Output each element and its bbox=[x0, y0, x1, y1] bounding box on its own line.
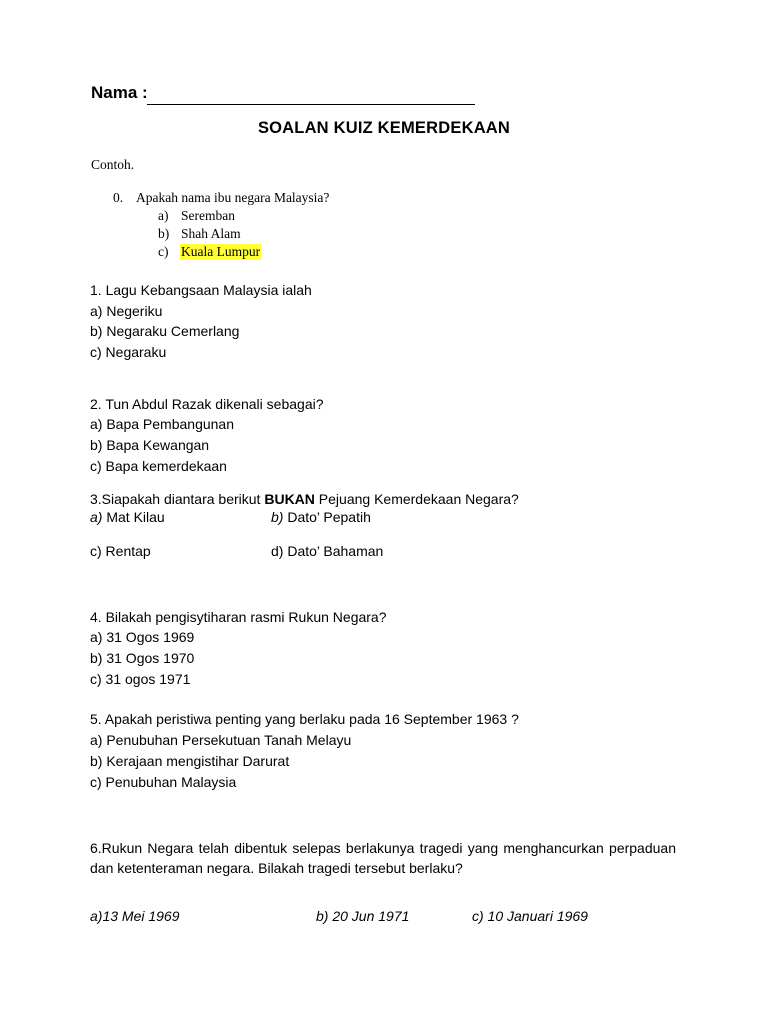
question-3-text: 3.Siapakah diantara berikut bbox=[90, 491, 265, 507]
option: b) Negaraku Cemerlang bbox=[90, 323, 240, 339]
question-5: 5. Apakah peristiwa penting yang berlaku pada 16 September 1963 ? bbox=[90, 711, 519, 727]
option: b) 20 Jun 1971 bbox=[316, 908, 410, 924]
example-option-text: Seremban bbox=[181, 208, 235, 223]
example-question: Apakah nama ibu negara Malaysia? bbox=[136, 190, 330, 205]
option-c: c) Rentap bbox=[90, 543, 151, 559]
option-d: d) Dato’ Bahaman bbox=[271, 543, 384, 559]
page-title: SOALAN KUIZ KEMERDEKAAN bbox=[257, 119, 511, 137]
option: a)13 Mei 1969 bbox=[90, 908, 180, 924]
name-label: Nama : bbox=[91, 83, 148, 102]
option: b) Bapa Kewangan bbox=[90, 437, 210, 453]
option: c) 31 ogos 1971 bbox=[90, 671, 191, 687]
option-letter: a) bbox=[90, 509, 103, 525]
option-text: Dato’ Pepatih bbox=[283, 509, 371, 525]
question-3-text: Pejuang Kemerdekaan Negara? bbox=[314, 491, 519, 507]
question-2: 2. Tun Abdul Razak dikenali sebagai? bbox=[90, 396, 324, 412]
name-underline bbox=[147, 104, 475, 105]
question-3 bbox=[90, 492, 519, 506]
option-a bbox=[90, 510, 165, 524]
option-text: Mat Kilau bbox=[102, 509, 165, 525]
question-3-emphasis: BUKAN bbox=[264, 491, 315, 507]
option: b) Kerajaan mengistihar Darurat bbox=[90, 753, 290, 769]
example-option-text: Shah Alam bbox=[181, 226, 241, 241]
example-option-letter: c) bbox=[158, 244, 169, 259]
option: b) 31 Ogos 1970 bbox=[90, 650, 195, 666]
option: a) Negeriku bbox=[90, 303, 163, 319]
question-6: 6.Rukun Negara telah dibentuk selepas berlakunya tragedi yang menghancurkan perpaduan dan ketenteraman negara. Bilakah tragedi tersebut berlaku? bbox=[90, 840, 676, 876]
example-label: Contoh. bbox=[91, 157, 135, 172]
question-1: 1. Lagu Kebangsaan Malaysia ialah bbox=[90, 282, 312, 298]
option: c) 10 Januari 1969 bbox=[472, 908, 588, 924]
example-number: 0. bbox=[113, 190, 124, 205]
option-b bbox=[271, 510, 371, 524]
option: c) Bapa kemerdekaan bbox=[90, 458, 227, 474]
example-option-letter: b) bbox=[158, 226, 170, 241]
example-option-letter: a) bbox=[158, 208, 169, 223]
option: a) 31 Ogos 1969 bbox=[90, 629, 195, 645]
option-letter: b) bbox=[271, 509, 284, 525]
question-4: 4. Bilakah pengisytiharan rasmi Rukun Negara? bbox=[90, 609, 387, 625]
option: a) Penubuhan Persekutuan Tanah Melayu bbox=[90, 732, 352, 748]
option: c) Negaraku bbox=[90, 344, 167, 360]
option: c) Penubuhan Malaysia bbox=[90, 774, 237, 790]
option: a) Bapa Pembangunan bbox=[90, 416, 234, 432]
example-answer-highlight: Kuala Lumpur bbox=[181, 244, 261, 259]
